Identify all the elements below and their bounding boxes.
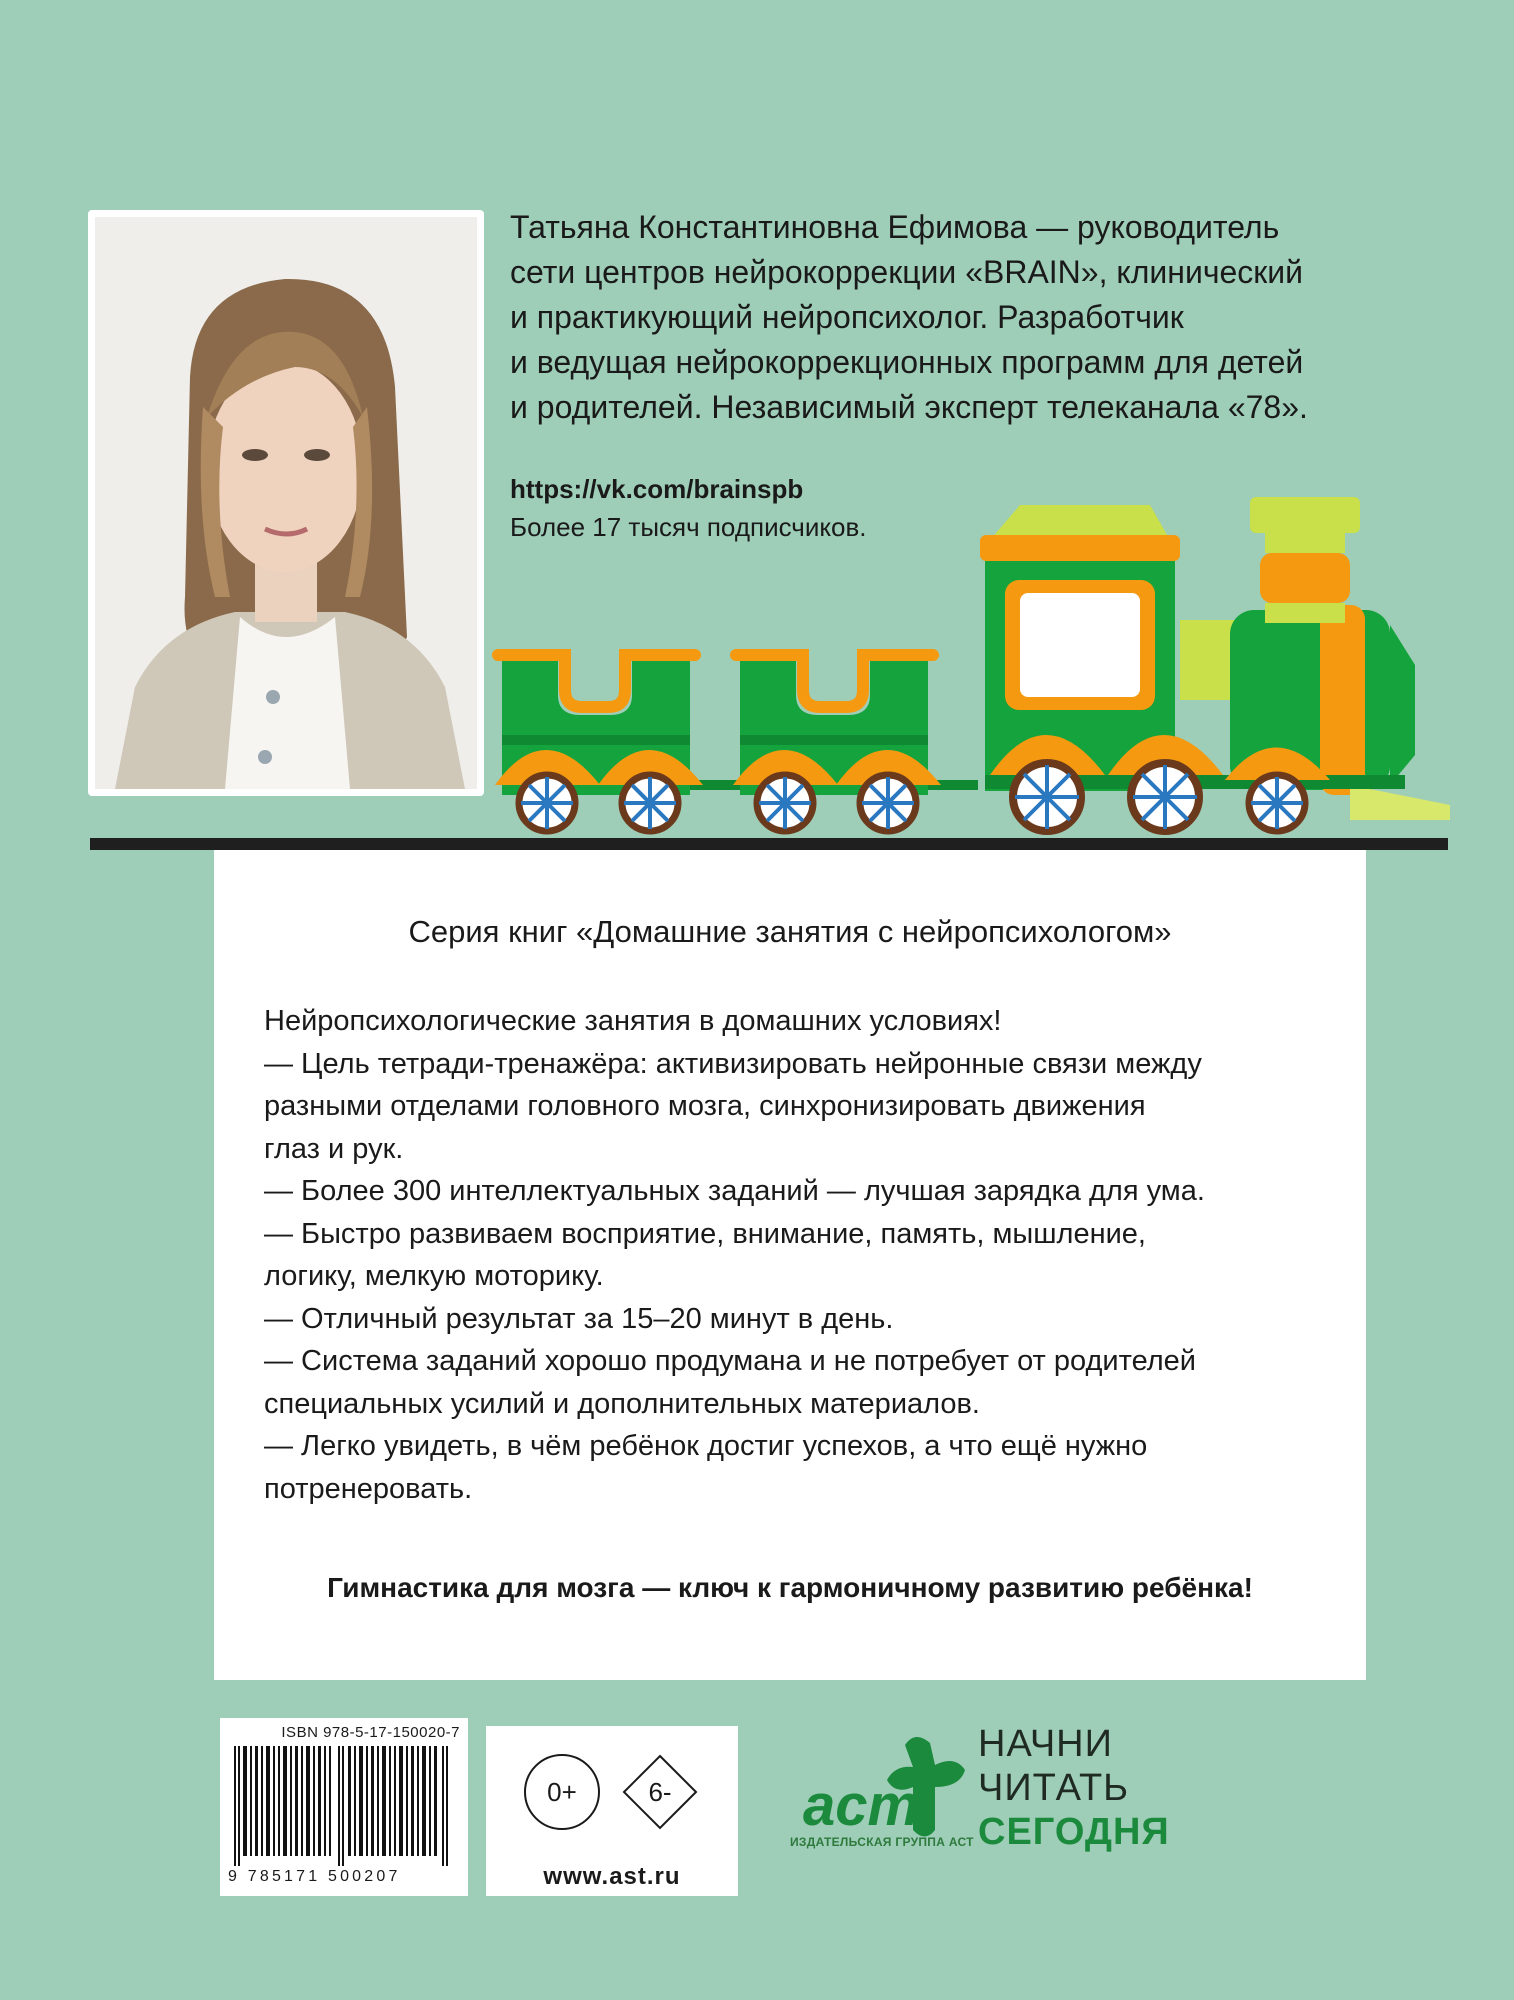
age-rating-diamond-label: 6-	[648, 1777, 672, 1807]
description-line: логику, мелкую моторику.	[264, 1260, 604, 1292]
description-line: потренеровать.	[264, 1472, 473, 1505]
age-ratings	[486, 1726, 738, 1858]
description-line: — Отличный результат за 15–20 минут в день.	[264, 1302, 894, 1335]
publisher-tagline	[978, 1722, 1170, 1854]
description-line: Нейропсихологические занятия в домашних условиях!	[264, 1005, 1002, 1037]
vk-link[interactable]: https://vk.com/brainspb	[510, 474, 804, 504]
bio-line: и практикующий нейропсихолог. Разработчик	[510, 299, 1184, 335]
age-rating-circle: 0+	[524, 1754, 600, 1830]
description-line: — Цель тетради-тренажёра: активизировать нейронные связи между	[264, 1047, 1202, 1080]
tagline-line: ЧИТАТЬ	[978, 1767, 1130, 1809]
barcode-bars	[228, 1746, 460, 1866]
author-photo	[95, 217, 477, 789]
barcode	[220, 1718, 468, 1896]
author-portrait-illustration	[95, 217, 477, 789]
isbn-digits: 9 785171 500207	[228, 1868, 401, 1885]
description-line: специальных усилий и дополнительных материалов.	[264, 1387, 980, 1420]
logo-text: аст	[803, 1773, 920, 1838]
description-line: — Система заданий хорошо продумана и не потребует от родителей	[264, 1345, 1197, 1377]
bio-line: сети центров нейрокоррекции «BRAIN», клинический	[510, 254, 1304, 290]
author-bio	[510, 205, 1410, 430]
tagline-line: НАЧНИ	[978, 1723, 1113, 1765]
isbn-label: ISBN 978-5-17-150020-7	[281, 1724, 460, 1741]
bio-line: Татьяна Константиновна Ефимова — руководитель	[510, 209, 1280, 245]
description-text	[264, 1000, 1324, 1510]
divider-line	[90, 838, 1448, 850]
tagline-line: СЕГОДНЯ	[978, 1811, 1170, 1853]
description-line: — Легко увидеть, в чём ребёнок достиг успехов, а что ещё нужно	[264, 1430, 1148, 1462]
author-photo-frame	[88, 210, 484, 796]
slogan: Гимнастика для мозга — ключ к гармоничному развитию ребёнка!	[327, 1572, 1253, 1603]
website-link[interactable]: www.ast.ru	[486, 1858, 738, 1896]
toy-train-illustration	[490, 485, 1460, 840]
description-line: глаз и рук.	[264, 1132, 404, 1165]
description-panel	[214, 850, 1366, 1680]
publisher-subtitle: ИЗДАТЕЛЬСКАЯ ГРУППА АСТ	[790, 1835, 974, 1849]
bio-line: и родителей. Независимый эксперт телеканала «78».	[510, 389, 1308, 425]
series-title: Серия книг «Домашние занятия с нейропсихологом»	[408, 914, 1172, 949]
bio-line: и ведущая нейрокоррекционных программ для детей	[510, 344, 1304, 380]
subscribers-count: Более 17 тысяч подписчиков.	[510, 512, 867, 542]
age-rating-diamond	[622, 1754, 698, 1830]
description-line: разными отделами головного мозга, синхронизировать движения	[264, 1090, 1146, 1122]
description-line: — Более 300 интеллектуальных заданий — лучшая зарядка для ума.	[264, 1175, 1205, 1207]
description-line: — Быстро развиваем восприятие, внимание, память, мышление,	[264, 1217, 1146, 1250]
